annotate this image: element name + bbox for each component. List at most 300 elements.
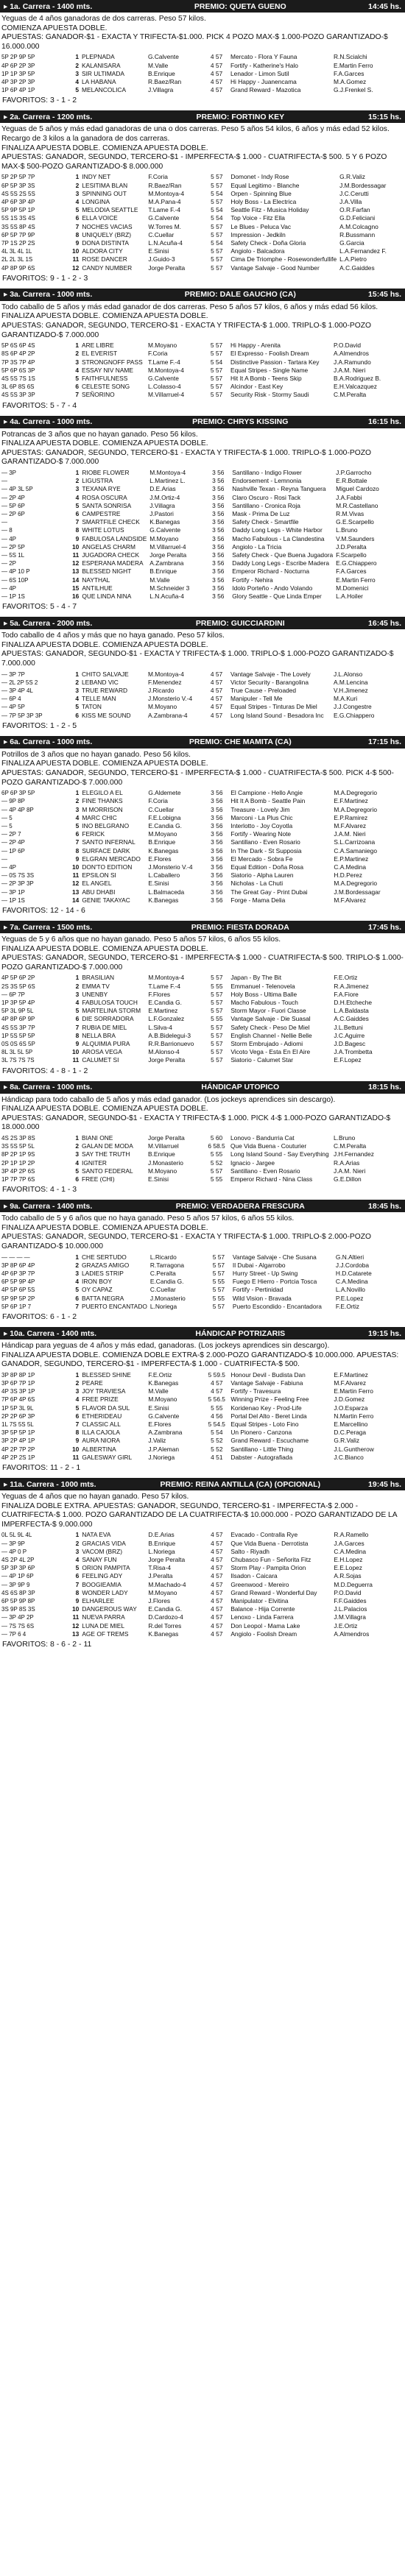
entry-form: 8S 6P 4P 2P [1, 350, 35, 358]
entry-number: 12 [72, 263, 80, 272]
entry-number: 11 [72, 1613, 80, 1621]
entry-jockey: M.Moyano [148, 342, 177, 350]
entry-age-weight: 3 56 [211, 822, 223, 829]
race-prize-name: PREMIO: FIESTA DORADA [191, 922, 289, 932]
entry-horse-name: ROSE DANCER [82, 255, 127, 263]
entry-pedigree: The Great Gay - Print Dubai [230, 888, 308, 896]
entry-pedigree: Un Pionero - Canzona [230, 1429, 292, 1437]
entry-form: 8P 2P 1P 9S [1, 1151, 35, 1158]
entry-jockey: M.Montoya-4 [148, 670, 184, 678]
race-number-distance: ▸ 2a. Carrera - 1200 mts. [4, 112, 93, 121]
entry-jockey: M.Montoya-4 [148, 974, 185, 982]
entry-horse-name: FERICK [82, 830, 105, 838]
entry-age-weight: 4 57 [210, 53, 223, 61]
entry-form: 4P 8P 6P 9P [1, 1016, 35, 1023]
entry-trainer: J.H.Fernandez [334, 1150, 374, 1158]
entry-row [0, 53, 405, 61]
entry-number: 3 [75, 189, 80, 197]
entry-number: 7 [75, 838, 80, 846]
entry-form: 5P 3L 9P 5L [1, 1008, 34, 1015]
entry-horse-name: BIANI ONE [82, 1134, 113, 1142]
entry-age-weight: 3 56 [211, 871, 223, 880]
entry-horse-name: FABULOSA TOUCH [82, 999, 138, 1007]
race-header [0, 617, 405, 629]
entry-trainer: C.A.Medina [335, 1278, 368, 1286]
entry-pedigree: Nashville Texan - Reyna Tanguera [232, 485, 326, 493]
entry-trainer: J.A.M. Nieri [334, 366, 366, 374]
entry-trainer: V.M.Saunders [336, 534, 375, 542]
entry-pedigree: Vantage Salvaje - Fabiuna [230, 1379, 303, 1387]
entry-trainer: L.A.Fernandez F. [339, 247, 387, 255]
race-condition-line: APUESTAS: GANADOR, SEGUNDO-$1 - EXACTA Y TRIFECTA-$ 1.000. PICK 4-$ 1.000-POZO GARANTIZADO-$ 18.000.000 [1, 1114, 391, 1132]
entry-pedigree: Daddy Long Legs - White Harbor [232, 526, 323, 534]
entry-number: 15 [72, 584, 80, 592]
entry-number: 5 [75, 501, 80, 509]
entry-form: 6P 5P 3P 3S [1, 182, 35, 189]
entry-number: 7 [75, 391, 79, 399]
entry-row [0, 1278, 405, 1286]
entry-trainer: E.E.Lopez [334, 1564, 362, 1572]
entry-trainer: J.C.Bianco [334, 1453, 364, 1461]
entry-jockey: M.Moyano [148, 830, 177, 838]
entry-age-weight: 3 56 [211, 896, 223, 904]
entry-age-weight: 5 56.5 [208, 1395, 225, 1404]
entry-jockey: F.Coria [148, 797, 168, 805]
entry-form: 3L 6P 8S 6S [1, 383, 35, 391]
entry-row [0, 1286, 405, 1294]
entry-age-weight: 5 52 [211, 1437, 223, 1445]
entry-pedigree: El Campione - Hello Angie [230, 789, 303, 797]
entry-number: 4 [75, 77, 79, 85]
entry-horse-name: FREE PRIZE [82, 1395, 119, 1404]
entry-horse-name: ETHERIDEAU [82, 1412, 122, 1420]
entry-pedigree: Lonovo - Bandurria Cat [230, 1134, 295, 1142]
entry-number: 2 [75, 1379, 80, 1387]
entry-trainer: J.D.Peralta [336, 542, 367, 551]
entry-pedigree: Storm Embrujado - Adiomi [230, 1040, 303, 1048]
entry-row [0, 1454, 405, 1462]
entry-jockey: F.E.Lobigna [148, 813, 181, 821]
entry-pedigree: Puerto Escondido - Encantadora [232, 1302, 322, 1310]
entry-trainer: P.O.David [334, 1588, 362, 1596]
entry-age-weight: 5 55 [212, 1294, 225, 1302]
entry-age-weight: 3 56 [212, 509, 225, 517]
entries-table [0, 1134, 405, 1183]
entry-horse-name: BRASILIAN [82, 974, 115, 982]
entry-horse-name: ELLA VOICE [82, 214, 118, 222]
entry-form: 4S 5S 3P 7P [1, 1024, 35, 1031]
entry-form: 1P 5S 5P 5P [1, 1032, 35, 1039]
entry-age-weight: 4 57 [211, 1379, 223, 1387]
entry-jockey: C.Peralta [149, 1270, 176, 1278]
entry-age-weight: 3 56 [212, 542, 225, 551]
race-header [0, 416, 405, 428]
entry-age-weight: 5 52 [210, 1158, 223, 1167]
entry-horse-name: DON'TO EDITION [82, 863, 133, 871]
entry-form: — [1, 478, 7, 485]
entry-number: 7 [75, 222, 80, 230]
entry-horse-name: EMMA TV [82, 982, 110, 990]
entry-age-weight: 5 57 [211, 1040, 223, 1048]
entry-horse-name: FAITHFULNESS [82, 374, 128, 382]
entry-age-weight: 3 56 [212, 477, 225, 485]
entry-number: 11 [72, 255, 80, 263]
entry-jockey: M.A.Pana-4 [148, 197, 181, 205]
entry-horse-name: GRAZAS AMIGO [82, 1261, 130, 1269]
race-time: 16:45 hs. [368, 618, 401, 628]
entry-form: 8L 3L 5L 5P [1, 1049, 33, 1056]
entry-trainer: R.Bussmann [339, 230, 376, 238]
entry-number: 5 [75, 374, 79, 382]
entries-table [0, 789, 405, 905]
entry-horse-name: NAYTHAL [82, 576, 110, 584]
race-condition-line: Hándicap para yeguas de 4 años y más edad, ganadoras. (Los jockeys aprendices sin descargo). [1, 1342, 330, 1351]
entries-table [0, 1253, 405, 1311]
entry-row [0, 173, 405, 181]
entry-row [0, 1531, 405, 1539]
entry-jockey: E.Sinisi [148, 1175, 169, 1183]
entry-number: 6 [75, 1572, 80, 1580]
entry-number: 4 [75, 1556, 80, 1564]
entry-pedigree: Fortify - Pertinidad [232, 1286, 284, 1294]
entry-horse-name: EL ANGEL [82, 880, 112, 888]
entry-trainer: R.M.Vivas [336, 509, 364, 517]
entry-row [0, 871, 405, 880]
entry-pedigree: Equal Stripes - Tinturas De Miel [230, 703, 317, 711]
entry-number: 3 [75, 1270, 79, 1278]
entry-horse-name: LIGUSTRA [82, 477, 113, 485]
entry-trainer: J.M.Bordessagar [339, 181, 387, 189]
entry-number: 4 [75, 1158, 79, 1167]
race-condition-line: Hándicap para todo caballo de 5 años y más edad ganador. (Los jockeys aprendices sin descargo). [1, 1095, 336, 1104]
entry-horse-name: TRUE REWARD [82, 687, 128, 694]
entry-jockey: E.Martinez [148, 1007, 178, 1015]
entry-form: 3S 9P 8S 3S [1, 1606, 35, 1613]
entry-row [0, 1056, 405, 1064]
entry-jockey: F.Coria [148, 173, 168, 181]
entry-row [0, 231, 405, 239]
entry-form: — 1P 1S [1, 593, 25, 601]
entry-form: 0L 5L 9L 4L [1, 1532, 32, 1539]
entry-pedigree: Equal Stripes - Single Name [230, 366, 309, 374]
entry-horse-name: SANTA SONRISA [82, 501, 132, 509]
race-favorites: FAVORITOS: 5 - 4 - 7 [2, 602, 77, 612]
entry-jockey: J.M.Ortiz-4 [149, 493, 180, 501]
entry-horse-name: TEXANA RYE [82, 485, 121, 493]
entry-horse-name: FREE (CHI) [82, 1175, 115, 1183]
entry-number: 3 [75, 1150, 79, 1158]
entry-age-weight: 5 57 [210, 374, 223, 382]
entry-form: 4S 5S 2S 5S [1, 190, 35, 197]
entry-form: 4S 2P 4L 2P [1, 1557, 35, 1564]
entry-form: — 1P 1S [1, 896, 25, 904]
entry-horse-name: UNENBY [82, 990, 108, 998]
entry-age-weight: 3 56 [212, 576, 225, 584]
entry-horse-name: ILLA CAJOLA [82, 1429, 121, 1437]
entry-pedigree: Chubasco Fun - Señorita Fitz [230, 1556, 311, 1564]
entry-row [0, 1253, 405, 1262]
entry-form: 3P 4P 2P 6S [1, 1167, 35, 1175]
entry-horse-name: IGNITER [82, 1158, 107, 1167]
entry-form: 4S 2S 3P 8S [1, 1135, 35, 1142]
entry-age-weight: 5 55 [211, 982, 223, 990]
race-condition-line: Yeguas de 5 y 6 años que no hayan ganado. Peso 5 años 57 kilos, 6 años 55 kilos. [1, 935, 281, 944]
entry-trainer: O.R.Farfan [339, 206, 370, 214]
entry-jockey: L.N.Acuña-4 [148, 238, 183, 247]
entry-row [0, 518, 405, 526]
entry-trainer: J.L.Bettuni [334, 1023, 363, 1031]
entry-number: 1 [75, 1370, 80, 1379]
entry-trainer: H.D.Catarete [335, 1270, 372, 1278]
entry-horse-name: RIOBE FLOWER [82, 468, 130, 476]
entry-horse-name: IRON BOY [82, 1278, 112, 1286]
race-condition-line: FINALIZA DOBLE EXTRA. APUESTAS: GANADOR, SEGUNDO, TERCERO-$1 - IMPERFECTA-$ 2.000 - CUATRIFECTA-$ 1.000. POZO GARANTIZADO DE LA CUATRIFECTA-$ 10.000.000 - POZO GARANTIZADO DE LA IMPERFECTA-$ 9.000.000 [1, 1501, 398, 1529]
entry-pedigree: Grand Reward - Mazotica [230, 86, 301, 94]
entry-row [0, 1540, 405, 1548]
entry-age-weight: 3 56 [211, 838, 223, 846]
entry-horse-name: ABU DHABI [82, 888, 116, 896]
entry-trainer: J.A.M. Nieri [334, 830, 366, 838]
entry-pedigree: Cima De Triomphe - Rosewonderfullife [230, 255, 337, 263]
entry-trainer: C.M.Peralta [334, 1142, 367, 1150]
race-condition-line: APUESTAS: GANADOR, SEGUNDO-$1 - EXACTA Y TRIFECTA-$ 1.000. TRIPLO-$ 1.000-POZO GARANTIZADO-$ 7.000.000 [1, 650, 394, 668]
entry-pedigree: Impression - Jedkiln [230, 230, 286, 238]
entry-trainer: M.A.Degregorio [334, 805, 377, 813]
entry-row [0, 391, 405, 399]
entry-trainer: L.A.Hoiler [336, 592, 363, 601]
entry-trainer: E.Martin Ferro [336, 576, 376, 584]
entry-row [0, 375, 405, 383]
entry-trainer: A.C.Gaiddes [334, 1015, 369, 1023]
entry-row [0, 830, 405, 838]
entry-form: — 3P 7P [1, 670, 25, 678]
entry-number: 1 [75, 53, 79, 61]
race-time: 17:45 hs. [368, 922, 401, 932]
entry-row [0, 469, 405, 477]
entry-horse-name: AURA NIORA [82, 1437, 120, 1445]
entry-row [0, 223, 405, 231]
entry-jockey: M.Alonso-4 [148, 1048, 180, 1056]
race-prize-name: HÁNDICAP UTOPICO [201, 1083, 280, 1092]
entry-jockey: G.Calvente [148, 374, 179, 382]
race-number-distance: ▸ 9a. Carrera - 1400 mts. [4, 1201, 93, 1211]
entry-trainer: P.O.David [334, 342, 362, 350]
entry-age-weight: 5 57 [210, 391, 223, 399]
entry-row [0, 814, 405, 822]
entry-number: 1 [75, 173, 80, 181]
entry-pedigree: Fortify - Wearing Note [230, 830, 292, 838]
entry-pedigree: Vantage Salvaje - Che Susana [232, 1253, 317, 1261]
entry-jockey: E.Sinisi [148, 1404, 169, 1412]
entry-pedigree: Ilsadon - Caicara [230, 1572, 278, 1580]
race-condition-line: FINALIZA APUESTA DOBLE. COMIENZA APUESTA DOBLE. [1, 439, 208, 448]
entry-form: 1P 3P 5P 4P [1, 999, 35, 1007]
entry-row [0, 1420, 405, 1429]
entries-table [0, 342, 405, 399]
entry-pedigree: Mercato - Flora Y Fauna [230, 53, 297, 61]
entry-age-weight: 4 57 [211, 1605, 223, 1613]
entry-horse-name: SURFACE DARK [82, 846, 130, 854]
entry-pedigree: Manipuler - Tell Me [230, 695, 283, 703]
entry-age-weight: 5 57 [211, 255, 223, 263]
entry-jockey: L.F.Gonzalez [148, 1015, 185, 1023]
entry-number: 14 [72, 576, 80, 584]
entry-row [0, 367, 405, 375]
entry-pedigree: Greenwood - Mereiro [230, 1580, 289, 1588]
entry-jockey: E.Flores [148, 1420, 172, 1429]
entry-jockey: D.Cardozo-4 [148, 1613, 183, 1621]
entry-pedigree: Glory Seattle - Que Linda Emper [232, 592, 322, 601]
entry-form: — 2P 5P [1, 543, 25, 551]
entry-row [0, 535, 405, 543]
entry-number: 2 [75, 797, 80, 805]
race-condition-line: FINALIZA APUESTA DOBLE. COMIENZA APUESTA DOBLE. [1, 144, 208, 152]
entry-form: 3S 5S 8P 4S [1, 223, 35, 230]
entry-form: 4P 6P 3P 4P [1, 198, 35, 205]
entry-age-weight: 5 57 [210, 342, 223, 350]
entry-trainer: F.A.Garces [334, 69, 364, 77]
entry-jockey: Jorge Peralta [148, 1056, 186, 1064]
entry-trainer: F.F.Gaiddes [334, 1597, 367, 1605]
entry-age-weight: 3 56 [211, 797, 223, 805]
entry-age-weight: 5 57 [211, 999, 223, 1007]
entry-trainer: J.M.Bordessagar [334, 888, 381, 896]
entry-jockey: F.Menendez [148, 678, 182, 686]
entry-jockey: B.Enrique [149, 567, 177, 576]
race-section [0, 1200, 405, 1323]
race-time: 18:15 hs. [368, 1083, 401, 1092]
race-section [0, 1081, 405, 1196]
entry-horse-name: ELEGILO A EL [82, 789, 123, 797]
entry-jockey: J.Valiz [148, 1437, 166, 1445]
entry-number: 4 [75, 999, 80, 1007]
race-time: 14:45 hs. [368, 1, 401, 11]
entry-horse-name: GENIE TAKAYAC [82, 896, 130, 904]
entry-row [0, 255, 405, 263]
entry-pedigree: Safety Check - Peso De Miel [230, 1023, 310, 1031]
entry-pedigree: Victor Security - Barangolina [230, 678, 309, 686]
entry-jockey: F.Coria [148, 350, 168, 358]
race-condition-line: Todo caballo de 4 años y más que no haya ganado. Peso 57 kilos. [1, 631, 225, 640]
entry-jockey: L.Silva-4 [148, 1023, 172, 1031]
race-section [0, 110, 405, 283]
entry-jockey: M.Schneider 3 [149, 584, 190, 592]
race-conditions [0, 301, 405, 342]
entry-form: 6P 5P 9P 8P [1, 1598, 35, 1605]
entry-trainer: R.A.Ramello [334, 1531, 369, 1539]
entry-age-weight: 5 55 [211, 1404, 223, 1412]
entry-pedigree: Mask - Prima De Luz [232, 509, 290, 517]
entry-form: — 3P 4P 4L [1, 687, 33, 694]
race-prize-name: HÁNDICAP POTRIZARIS [195, 1328, 286, 1338]
race-number-distance: ▸ 4a. Carrera - 1000 mts. [4, 417, 93, 427]
entry-form: 3P 5P 5P 1P [1, 1429, 35, 1437]
race-favorites: FAVORITOS: 11 - 2 - 1 [2, 1463, 81, 1473]
entry-form: — 1P 6P [1, 847, 25, 854]
entry-row [0, 1303, 405, 1311]
entry-trainer: E.Martin Ferro [334, 1387, 373, 1395]
entry-age-weight: 5 57 [211, 1031, 223, 1039]
entry-pedigree: Fortify - Katherine's Halo [230, 61, 298, 69]
entry-row [0, 86, 405, 94]
entry-number: 5 [75, 1167, 79, 1175]
entry-row [0, 863, 405, 871]
race-condition-line: FINALIZA APUESTA DOBLE. COMIENZA APUESTA DOBLE. [1, 1223, 208, 1232]
entry-trainer: A.R.Sojas [334, 1572, 362, 1580]
entry-age-weight: 3 56 [211, 830, 223, 838]
entry-form: 6P 6P 3P 5P [1, 790, 35, 797]
entry-form: — 2P 7 [1, 831, 21, 838]
entry-trainer: M.A.Degregorio [334, 880, 377, 888]
entry-jockey: B.Enrique [148, 1539, 176, 1547]
entry-number: 12 [72, 1621, 80, 1630]
entry-age-weight: 5 57 [211, 222, 223, 230]
entry-form: 5P 2P 9P 5P [1, 54, 35, 61]
entry-jockey: G.Calvente [148, 214, 180, 222]
race-number-distance: ▸ 8a. Carrera - 1000 mts. [4, 1083, 93, 1092]
entry-jockey: T.Lame F.-4 [148, 206, 181, 214]
entry-row [0, 551, 405, 559]
entry-jockey: D.E.Arias [148, 1531, 175, 1539]
entry-trainer: E.H.Valcazquez [334, 383, 377, 391]
entry-pedigree: Hi Happy - Arenita [230, 342, 281, 350]
entry-trainer: J.C.Aguirre [334, 1031, 365, 1039]
entry-horse-name: LUNA DE MIEL [82, 1621, 125, 1630]
entry-form: — 5S 1L [1, 552, 25, 559]
entry-trainer: G.Garcia [339, 238, 364, 247]
entry-horse-name: GRACIAS VIDA [82, 1539, 126, 1547]
entry-horse-name: STRONGNOFF PASS [82, 358, 143, 366]
entry-number: 10 [72, 1605, 80, 1613]
entry-horse-name: ALDORA CITY [82, 247, 123, 255]
entry-trainer: J.A.M. Nieri [334, 1167, 366, 1175]
entry-jockey: F.Flores [148, 990, 171, 998]
entry-form: — 3P 4P 2P [1, 1614, 34, 1621]
entry-horse-name: CLASSIC ALL [82, 1420, 121, 1429]
entry-horse-name: KISS ME SOUND [82, 711, 131, 719]
entry-number: 2 [75, 678, 79, 686]
race-condition-line: COMIENZA APUESTA DOBLE. [1, 24, 108, 32]
entry-age-weight: 4 57 [210, 69, 223, 77]
race-section [0, 1478, 405, 1650]
entry-row [0, 703, 405, 711]
entry-age-weight: 4 57 [210, 703, 223, 711]
entry-trainer: L.A.Novillo [335, 1286, 365, 1294]
entry-number: 5 [75, 206, 80, 214]
entry-jockey: K.Banegas [148, 1630, 179, 1638]
entry-form: 5P 3P 3P 6P [1, 1565, 35, 1572]
entry-number: 8 [75, 1588, 80, 1596]
entry-number: 14 [72, 896, 80, 904]
entry-form: 4P 2P 2S 1P [1, 1454, 35, 1461]
entry-trainer: L.A.Pietro [339, 255, 367, 263]
entry-form: — [1, 519, 7, 526]
entry-age-weight: 5 57 [211, 173, 223, 181]
entry-form: 4S 5S 7S 1S [1, 375, 35, 382]
race-condition-line: Todo caballo de 5 y 6 años que no haya ganado. Peso 5 años 57 kilos, 6 años 55 kilos. [1, 1214, 295, 1223]
entry-row [0, 695, 405, 703]
entry-horse-name: DANGEROUS WAY [82, 1605, 137, 1613]
entry-form: 3P 2P 4P 1P [1, 1437, 35, 1445]
entry-jockey: M.Machado-4 [148, 1580, 186, 1588]
entry-form: — 6P 4 [1, 696, 21, 703]
entry-row [0, 1597, 405, 1605]
entry-number: 10 [72, 1445, 80, 1453]
race-section [0, 921, 405, 1077]
entry-horse-name: ALQUIMIA PURA [82, 1040, 130, 1048]
race-condition-line: Yeguas de 5 años y más edad ganadoras de una o dos carreras. Peso 5 años 54 kilos, 6 años y más edad 52 kilos. [1, 125, 390, 134]
entry-age-weight: 3 56 [212, 526, 225, 534]
